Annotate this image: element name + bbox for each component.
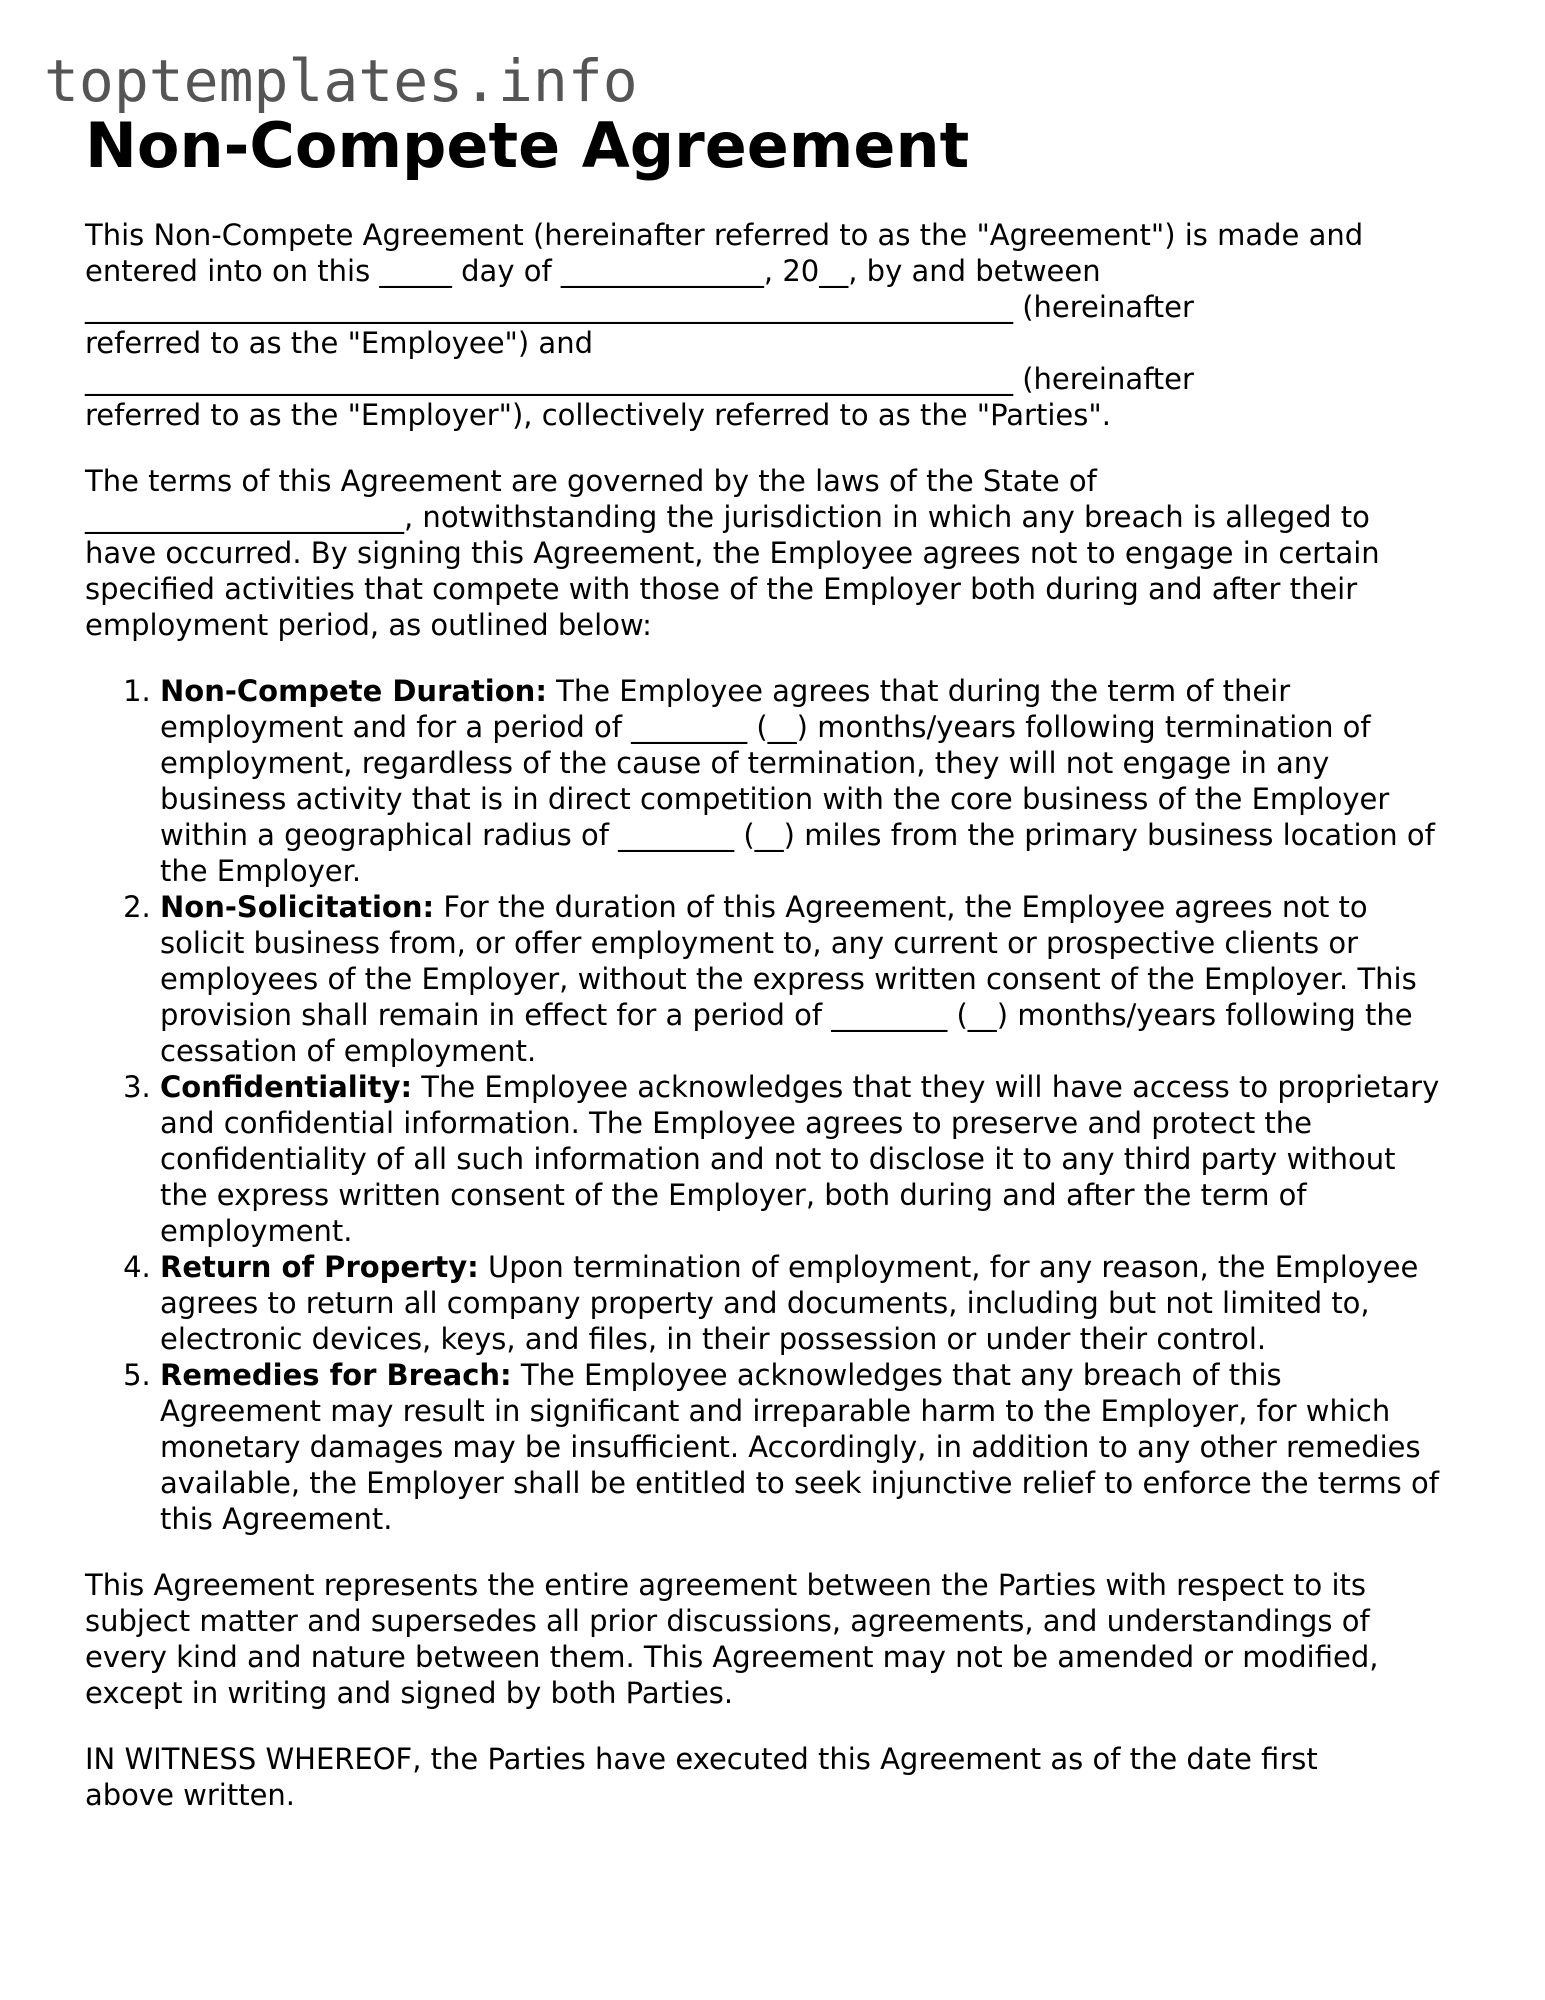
entire-agreement-line: except in writing and signed by both Parties. bbox=[85, 1676, 734, 1710]
entire-agreement-paragraph bbox=[85, 1567, 1450, 1711]
governing-law-line: specified activities that compete with those of the Employer both during and after their bbox=[85, 572, 1358, 606]
intro-paragraph bbox=[85, 217, 1450, 433]
intro-line: ________________________________________________________________ (hereinafter bbox=[85, 362, 1194, 396]
clause-text: Upon termination of employment, for any reason, the Employee agrees to return all company property and documents, including but not limited to, electronic devices, keys, and files, in their possession or under their control. bbox=[160, 1250, 1419, 1356]
witness-line: IN WITNESS WHEREOF, the Parties have executed this Agreement as of the date first bbox=[85, 1742, 1318, 1776]
intro-line: entered into on this _____ day of ______________, 20__, by and between bbox=[85, 254, 1101, 288]
watermark-text: toptemplates.info bbox=[44, 47, 638, 115]
clause-item bbox=[160, 889, 1450, 1069]
witness-line: above written. bbox=[85, 1778, 296, 1812]
clause-title: Non-Solicitation: bbox=[160, 890, 435, 924]
clause-title: Confidentiality: bbox=[160, 1070, 413, 1104]
governing-law-paragraph bbox=[85, 463, 1450, 643]
governing-law-line: The terms of this Agreement are governed by the laws of the State of bbox=[85, 464, 1097, 498]
clause-text: The Employee acknowledges that they will have access to proprietary and confidential information. The Employee agrees to preserve and protect the confidentiality of all such information and not to disclose it to any third party without the express written consent of the Employer, both during and after the term of employment. bbox=[160, 1070, 1440, 1248]
clause-title: Non-Compete Duration: bbox=[160, 674, 547, 708]
clause-item bbox=[160, 673, 1450, 889]
clause-text: The Employee acknowledges that any breach of this Agreement may result in significant and irreparable harm to the Employer, for which monetary damages may be insufficient. Accordingly, in addition to any other remedies available, the Employer shall be entitled to seek injunctive relief to enforce the terms of this Agreement. bbox=[160, 1358, 1439, 1536]
clause-text: For the duration of this Agreement, the Employee agrees not to solicit business from, or offer employment to, any current or prospective clients or employees of the Employer, without the express written consent of the Employer. This provision shall remain in effect for a period of ________ (__) months/years following the cessation of employment. bbox=[160, 890, 1417, 1068]
intro-line: referred to as the "Employer"), collectively referred to as the "Parties". bbox=[85, 398, 1111, 432]
clause-item bbox=[160, 1357, 1450, 1537]
clauses-list bbox=[85, 673, 1450, 1537]
intro-line: referred to as the "Employee") and bbox=[85, 326, 593, 360]
governing-law-line: have occurred. By signing this Agreement, the Employee agrees not to engage in certain bbox=[85, 536, 1380, 570]
document-title: Non-Compete Agreement bbox=[85, 109, 970, 182]
witness-paragraph bbox=[85, 1741, 1450, 1813]
entire-agreement-line: This Agreement represents the entire agreement between the Parties with respect to its bbox=[85, 1568, 1366, 1602]
intro-line: ________________________________________________________________ (hereinafter bbox=[85, 290, 1194, 324]
entire-agreement-line: every kind and nature between them. This Agreement may not be amended or modified, bbox=[85, 1640, 1379, 1674]
intro-line: This Non-Compete Agreement (hereinafter referred to as the "Agreement") is made and bbox=[85, 218, 1364, 252]
clause-text: The Employee agrees that during the term of their employment and for a period of ________ (__) months/years following termination of employment, regardless of the cause of termination, they will not engage in any business activity that is in direct competition with the core business of the Employer within a geographical radius of ________ (__) miles from the primary business location of the Employer. bbox=[160, 674, 1435, 888]
document-body bbox=[85, 108, 1450, 1843]
clause-item bbox=[160, 1249, 1450, 1357]
governing-law-line: employment period, as outlined below: bbox=[85, 608, 652, 642]
governing-law-line: ______________________, notwithstanding the jurisdiction in which any breach is alleged to bbox=[85, 500, 1370, 534]
entire-agreement-line: subject matter and supersedes all prior discussions, agreements, and understandings of bbox=[85, 1604, 1370, 1638]
clause-item bbox=[160, 1069, 1450, 1249]
clause-title: Return of Property: bbox=[160, 1250, 479, 1284]
clause-title: Remedies for Breach: bbox=[160, 1358, 512, 1392]
